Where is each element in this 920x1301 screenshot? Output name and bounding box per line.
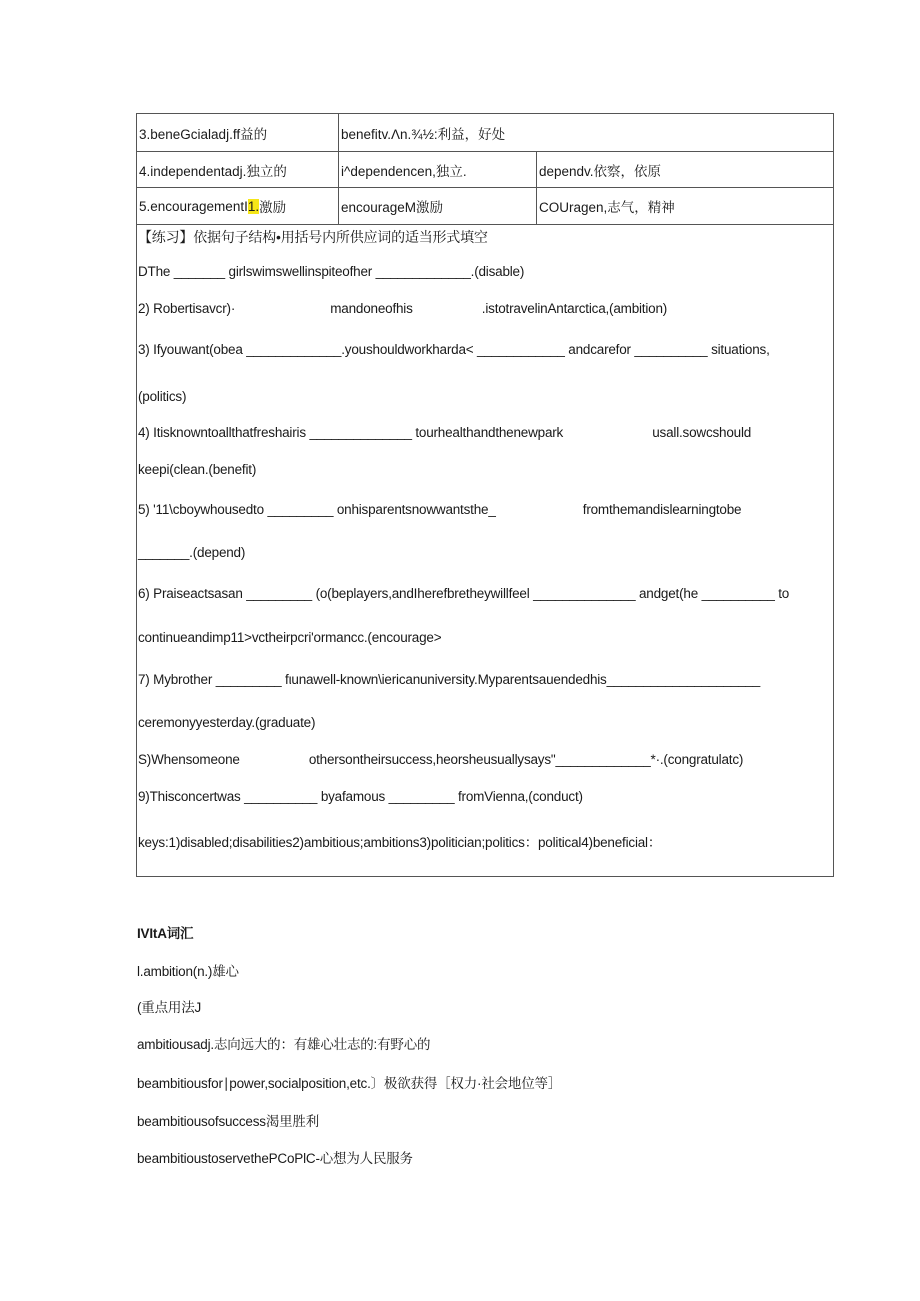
- table-row: [137, 152, 833, 188]
- blank: _________: [388, 789, 455, 804]
- exercise-line: [138, 301, 667, 316]
- table-cell-related: COUragen,志气，精神: [539, 200, 675, 215]
- exercise-text: usall.sowcshould: [652, 425, 752, 440]
- table-cell-related: dependv.依察，依原: [539, 163, 662, 179]
- exercise-text: 5) '11\cboywhousedto: [138, 502, 264, 517]
- blank: _____________: [375, 264, 471, 279]
- exercise-text: .(disable): [470, 264, 525, 279]
- exercise-text: .istotravelinAntarctica,(ambition): [481, 301, 668, 316]
- usage-line: beambitiousfor∣power,socialposition,etc.〕极欲获得［权力·社会地位等］: [137, 1076, 562, 1091]
- exercise-text: 4) Itisknowntoallthatfreshairis: [138, 425, 306, 440]
- exercise-text: fromthemandislearningtobe: [582, 502, 742, 517]
- exercise-line: [138, 342, 770, 357]
- exercise-line: [138, 752, 743, 767]
- exercise-text: 2) Robertisavcr)·: [138, 301, 236, 316]
- table-cell-word: 4.independentadj.独立的: [137, 152, 339, 187]
- exercise-line: keepi(clean.(benefit): [138, 462, 257, 477]
- exercise-line: [138, 586, 789, 601]
- usage-line: ambitiousadj.志向远大的：有雄心壮志的:有野心的: [137, 1037, 431, 1052]
- exercise-text: andcarefor: [568, 342, 631, 357]
- exercise-text: tourhealthandthenewpark: [415, 425, 564, 440]
- exercise-line: [138, 545, 245, 560]
- exercise-text: fιunawell-known\iericanuniversity.Myparentsauendedhis: [285, 672, 607, 687]
- exercise-text: andget(he: [639, 586, 699, 601]
- blank: __________: [244, 789, 318, 804]
- practice-section: [137, 225, 833, 878]
- vocabulary-table: [136, 113, 834, 877]
- exercise-text: byafamous: [320, 789, 386, 804]
- blank: _________: [246, 586, 312, 601]
- blank: _______: [173, 264, 225, 279]
- highlighted-text: 1.: [247, 198, 260, 214]
- blank: _________: [267, 502, 334, 517]
- practice-header: 【练习】依据句子结构•用括号内所供应词的适当形式填空: [138, 229, 488, 245]
- exercise-text: 3) Ifyouwant(obea: [138, 342, 243, 357]
- blank: _____________________: [606, 672, 761, 687]
- exercise-line: [138, 264, 524, 279]
- table-cell-related: i^dependencen,独立.: [339, 152, 537, 187]
- exercise-text: 7) Mybrother: [138, 672, 213, 687]
- exercise-text: .youshouldworkharda<: [341, 342, 474, 357]
- exercise-line: (politics): [138, 389, 187, 404]
- exercise-line: [138, 789, 583, 804]
- exercise-text: 6) Praiseactsasan: [138, 586, 243, 601]
- table-row: [137, 114, 833, 152]
- exercise-text: (o(beplayers,andIherefbretheywillfeel: [315, 586, 530, 601]
- exercise-text: 9)Thisconcertwas: [138, 789, 241, 804]
- blank: ______________: [309, 425, 412, 440]
- blank: ____________: [477, 342, 565, 357]
- blank: __________: [634, 342, 708, 357]
- exercise-text: .(depend): [189, 545, 246, 560]
- table-cell-word: 3.beneGcialadj.ff益的: [137, 114, 339, 151]
- exercise-text: onhisparentsnowwantsthe_: [336, 502, 496, 517]
- exercise-text: fromVienna,(conduct): [457, 789, 583, 804]
- usage-line: beambitioustoservethePCoPlC-心想为人民服务: [137, 1151, 413, 1166]
- exercise-line: [138, 502, 741, 517]
- exercise-text: DThe: [138, 264, 171, 279]
- blank: _______: [138, 545, 190, 560]
- usage-line: beambitiousofsuccess渴里胜利: [137, 1114, 320, 1129]
- cell-text: 5.encouragementI: [139, 198, 248, 214]
- table-cell-related: benefitv.Λn.¾½:利益，好处: [341, 126, 506, 142]
- table-cell-related: encourageM激励: [339, 188, 537, 224]
- vocab-entry: l.ambition(n.)雄心: [137, 964, 239, 979]
- exercise-line: continueandimp11>vctheirpcri'ormancc.(encourage>: [138, 630, 442, 645]
- blank: _________: [215, 672, 282, 687]
- exercise-line: [138, 672, 760, 687]
- exercise-text: situations,: [711, 342, 770, 357]
- exercise-text: to: [778, 586, 790, 601]
- exercise-text: mandoneofhis: [330, 301, 413, 316]
- exercise-line: [138, 425, 751, 440]
- blank: ______________: [533, 586, 636, 601]
- table-cell-word: [137, 188, 339, 224]
- blank: __________: [701, 586, 775, 601]
- answer-key: keys:1)disabled;disabilities2)ambitious;ambitions3)politician;politics：political4)beneficial：: [138, 835, 662, 850]
- exercise-text: othersontheirsuccess,heorsheusuallysays": [308, 752, 556, 767]
- exercise-text: *·.(congratulatc): [650, 752, 744, 767]
- table-row: [137, 188, 833, 225]
- blank: _____________: [246, 342, 342, 357]
- cell-text: 激励: [259, 200, 287, 215]
- exercise-text: girlswimswellinspiteofher: [228, 264, 373, 279]
- blank: _____________: [555, 752, 651, 767]
- section-title: IVItA词汇: [137, 926, 194, 941]
- usage-label: (重点用法J: [137, 1000, 202, 1015]
- exercise-line: ceremonyyesterday.(graduate): [138, 715, 316, 730]
- exercise-text: S)Whensomeone: [138, 752, 240, 767]
